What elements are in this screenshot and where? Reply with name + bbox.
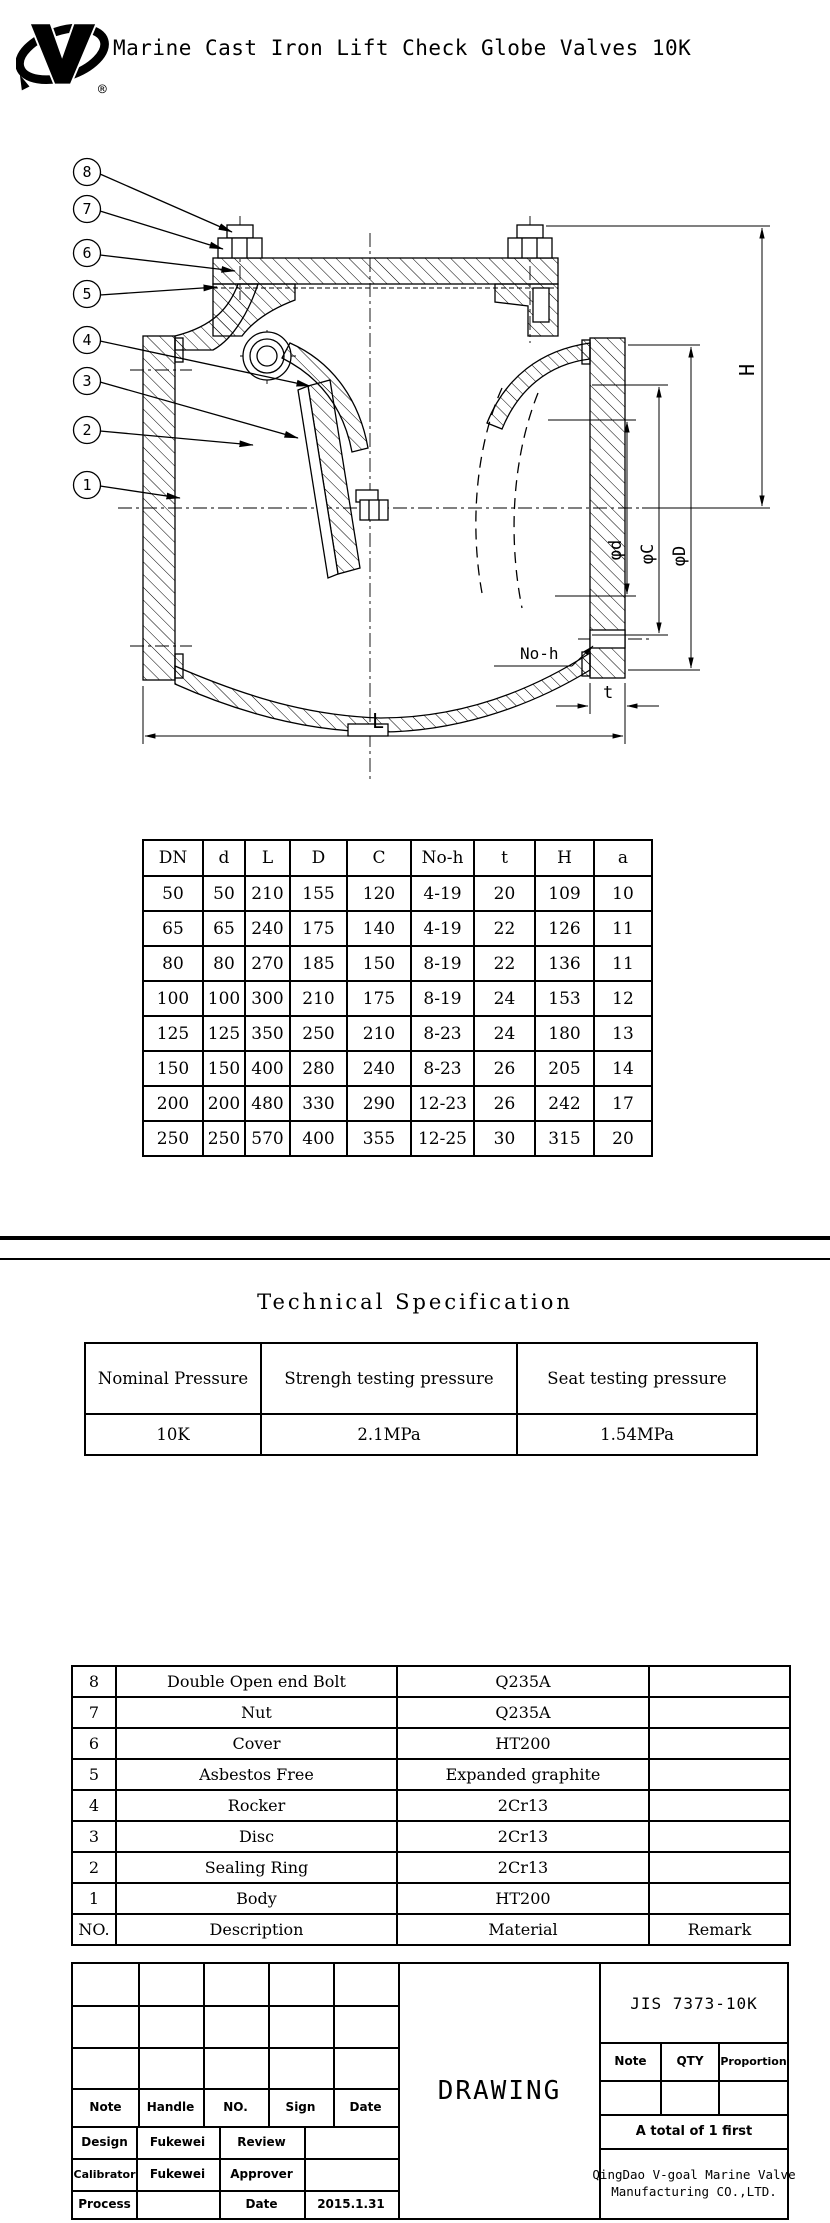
- table-cell: 155: [290, 876, 347, 911]
- table-row: [72, 1697, 790, 1728]
- table-cell: 8-23: [411, 1016, 474, 1051]
- table-cell: Remark: [649, 1914, 790, 1945]
- table-row: [143, 1121, 652, 1156]
- table-cell: Q235A: [397, 1697, 649, 1728]
- spec-val-seat: 1.54MPa: [517, 1414, 757, 1455]
- table-cell: 4-19: [411, 911, 474, 946]
- review-label: Review: [237, 2135, 286, 2149]
- table-cell: 2: [72, 1852, 116, 1883]
- table-cell: 175: [290, 911, 347, 946]
- total-note: A total of 1 first: [635, 2123, 753, 2139]
- company-line-1: QingDao V-goal Marine Valve: [592, 2167, 796, 2182]
- table-cell: 210: [347, 1016, 411, 1051]
- table-cell: 242: [535, 1086, 594, 1121]
- table-cell: 80: [143, 946, 203, 981]
- table-cell: 100: [203, 981, 245, 1016]
- table-row: [72, 1914, 790, 1945]
- table-row: [72, 1759, 790, 1790]
- table-cell: Asbestos Free: [116, 1759, 397, 1790]
- table-cell: 50: [143, 876, 203, 911]
- table-cell: 153: [535, 981, 594, 1016]
- table-cell: 480: [245, 1086, 290, 1121]
- spec-table: [84, 1342, 758, 1456]
- table-cell: 8: [72, 1666, 116, 1697]
- table-cell: 80: [203, 946, 245, 981]
- dim-label-phi-d: φd: [606, 539, 626, 561]
- process-label: Process: [78, 2197, 131, 2211]
- table-cell: 11: [594, 946, 652, 981]
- table-cell: 6: [72, 1728, 116, 1759]
- table-cell: 20: [474, 876, 535, 911]
- table-cell: HT200: [397, 1728, 649, 1759]
- dimension-table: [142, 839, 653, 1157]
- table-cell: 65: [203, 911, 245, 946]
- divider: [73, 2047, 398, 2049]
- table-cell: Material: [397, 1914, 649, 1945]
- table-cell: 125: [203, 1016, 245, 1051]
- table-cell: 2Cr13: [397, 1821, 649, 1852]
- valve-body: [118, 216, 650, 783]
- table-cell: 150: [143, 1051, 203, 1086]
- table-cell: 109: [535, 876, 594, 911]
- dim-label-L: L: [371, 709, 385, 733]
- table-cell: 13: [594, 1016, 652, 1051]
- col-d: d: [203, 840, 245, 876]
- rev-header-note: Note: [89, 2100, 122, 2114]
- table-cell: 136: [535, 946, 594, 981]
- table-cell: 4-19: [411, 876, 474, 911]
- col-c: C: [347, 840, 411, 876]
- table-cell: Sealing Ring: [116, 1852, 397, 1883]
- table-cell: [649, 1728, 790, 1759]
- table-row: [72, 1666, 790, 1697]
- table-cell: 200: [203, 1086, 245, 1121]
- table-cell: 330: [290, 1086, 347, 1121]
- callout-2: 2: [82, 421, 92, 439]
- callout-7: 7: [82, 200, 92, 218]
- table-cell: Q235A: [397, 1666, 649, 1697]
- table-cell: [649, 1821, 790, 1852]
- table-row: [143, 1051, 652, 1086]
- table-row: [72, 1790, 790, 1821]
- table-cell: [649, 1852, 790, 1883]
- qty-header-note: Note: [614, 2054, 647, 2068]
- callout-1: 1: [82, 476, 92, 494]
- table-cell: 200: [143, 1086, 203, 1121]
- design-name: Fukewei: [149, 2135, 206, 2149]
- table-cell: Rocker: [116, 1790, 397, 1821]
- table-cell: 210: [245, 876, 290, 911]
- calibrator-name: Fukewei: [149, 2167, 206, 2181]
- dim-label-phi-C: φC: [638, 543, 658, 565]
- drawing-label: DRAWING: [437, 2076, 562, 2106]
- date-value: 2015.1.31: [317, 2197, 385, 2211]
- table-cell: [649, 1666, 790, 1697]
- table-row: [143, 1016, 652, 1051]
- company-name: [592, 2148, 796, 2218]
- table-cell: 22: [474, 911, 535, 946]
- col-dn: DN: [143, 840, 203, 876]
- valve-cross-section-drawing: [50, 138, 785, 838]
- table-cell: 11: [594, 911, 652, 946]
- table-cell: 2Cr13: [397, 1852, 649, 1883]
- divider: [73, 2005, 398, 2007]
- table-cell: [649, 1790, 790, 1821]
- table-cell: 140: [347, 911, 411, 946]
- table-cell: [649, 1759, 790, 1790]
- divider: [599, 2080, 787, 2082]
- table-cell: 300: [245, 981, 290, 1016]
- col-t: t: [474, 840, 535, 876]
- table-cell: 400: [290, 1121, 347, 1156]
- process-name: [136, 2190, 219, 2218]
- parts-table: [71, 1665, 791, 1946]
- section-divider-thick: [0, 1236, 830, 1240]
- title-block: [71, 1962, 796, 2220]
- table-cell: 210: [290, 981, 347, 1016]
- spec-value-row: [85, 1414, 757, 1455]
- rev-header-handle: Handle: [146, 2100, 195, 2114]
- table-cell: 126: [535, 911, 594, 946]
- table-row: [72, 1883, 790, 1914]
- rev-header-no: NO.: [223, 2100, 248, 2114]
- callout-balloons: [74, 159, 311, 499]
- table-cell: 22: [474, 946, 535, 981]
- table-cell: 8-19: [411, 946, 474, 981]
- table-cell: 400: [245, 1051, 290, 1086]
- table-cell: 240: [245, 911, 290, 946]
- dim-label-H: H: [735, 363, 759, 377]
- table-cell: 315: [535, 1121, 594, 1156]
- section-divider-thin: [0, 1258, 830, 1260]
- table-cell: 24: [474, 1016, 535, 1051]
- table-cell: 50: [203, 876, 245, 911]
- date-label: Date: [245, 2197, 278, 2211]
- table-cell: 350: [245, 1016, 290, 1051]
- rev-header-sign: Sign: [285, 2100, 316, 2114]
- qty-header-qty: QTY: [676, 2054, 704, 2068]
- table-cell: 185: [290, 946, 347, 981]
- table-cell: Expanded graphite: [397, 1759, 649, 1790]
- table-row: [72, 1728, 790, 1759]
- table-cell: NO.: [72, 1914, 116, 1945]
- table-cell: 20: [594, 1121, 652, 1156]
- design-label: Design: [81, 2135, 128, 2149]
- table-row: [143, 946, 652, 981]
- table-cell: 270: [245, 946, 290, 981]
- table-row: [143, 1086, 652, 1121]
- table-cell: 290: [347, 1086, 411, 1121]
- table-cell: 10: [594, 876, 652, 911]
- table-cell: 4: [72, 1790, 116, 1821]
- page-title: Marine Cast Iron Lift Check Globe Valves 10K: [113, 36, 692, 60]
- calibrator-label: Calibrator: [73, 2167, 136, 2181]
- table-cell: Cover: [116, 1728, 397, 1759]
- table-cell: 17: [594, 1086, 652, 1121]
- dimension-table-header: [143, 840, 652, 876]
- callout-8: 8: [82, 163, 92, 181]
- table-cell: 14: [594, 1051, 652, 1086]
- table-cell: 1: [72, 1883, 116, 1914]
- table-cell: 240: [347, 1051, 411, 1086]
- table-cell: 175: [347, 981, 411, 1016]
- table-cell: 7: [72, 1697, 116, 1728]
- spec-val-strength: 2.1MPa: [261, 1414, 517, 1455]
- table-cell: 30: [474, 1121, 535, 1156]
- dim-label-no-h: No-h: [520, 644, 559, 663]
- callout-4: 4: [82, 331, 92, 349]
- col-D: D: [290, 840, 347, 876]
- table-cell: 8-19: [411, 981, 474, 1016]
- approver-name: [304, 2158, 398, 2190]
- table-cell: 150: [203, 1051, 245, 1086]
- col-h: H: [535, 840, 594, 876]
- table-row: [143, 911, 652, 946]
- col-no-h: No-h: [411, 840, 474, 876]
- table-cell: 26: [474, 1086, 535, 1121]
- callout-6: 6: [82, 244, 92, 262]
- spec-col-nominal: Nominal Pressure: [85, 1343, 261, 1414]
- table-cell: 65: [143, 911, 203, 946]
- table-cell: 250: [203, 1121, 245, 1156]
- table-cell: Nut: [116, 1697, 397, 1728]
- table-cell: 280: [290, 1051, 347, 1086]
- table-cell: [649, 1883, 790, 1914]
- table-cell: Disc: [116, 1821, 397, 1852]
- dim-label-phi-D: φD: [670, 545, 690, 567]
- table-cell: 24: [474, 981, 535, 1016]
- spec-col-seat: Seat testing pressure: [517, 1343, 757, 1414]
- table-cell: 355: [347, 1121, 411, 1156]
- dim-label-t: t: [603, 683, 614, 703]
- table-cell: 2Cr13: [397, 1790, 649, 1821]
- table-cell: HT200: [397, 1883, 649, 1914]
- spec-header-row: [85, 1343, 757, 1414]
- registered-mark: ®: [98, 82, 107, 98]
- table-cell: 180: [535, 1016, 594, 1051]
- table-cell: Body: [116, 1883, 397, 1914]
- table-cell: [649, 1697, 790, 1728]
- table-row: [72, 1852, 790, 1883]
- review-name: [304, 2126, 398, 2158]
- rev-header-date: Date: [349, 2100, 382, 2114]
- table-cell: Double Open end Bolt: [116, 1666, 397, 1697]
- table-cell: 12-23: [411, 1086, 474, 1121]
- standard-number: JIS 7373-10K: [630, 1993, 758, 2013]
- table-row: [72, 1821, 790, 1852]
- table-cell: 12: [594, 981, 652, 1016]
- spec-val-nominal: 10K: [85, 1414, 261, 1455]
- vgoal-logo-icon: [16, 6, 112, 98]
- col-l: L: [245, 840, 290, 876]
- callout-5: 5: [82, 285, 92, 303]
- spec-col-strength: Strengh testing pressure: [261, 1343, 517, 1414]
- table-cell: 26: [474, 1051, 535, 1086]
- table-cell: 150: [347, 946, 411, 981]
- table-row: [143, 876, 652, 911]
- table-cell: 120: [347, 876, 411, 911]
- table-cell: 100: [143, 981, 203, 1016]
- table-cell: 125: [143, 1016, 203, 1051]
- spec-title: Technical Specification: [257, 1290, 573, 1314]
- company-line-2: Manufacturing CO.,LTD.: [611, 2184, 777, 2199]
- table-cell: 3: [72, 1821, 116, 1852]
- table-cell: Description: [116, 1914, 397, 1945]
- col-a: a: [594, 840, 652, 876]
- table-cell: 8-23: [411, 1051, 474, 1086]
- approver-label: Approver: [230, 2167, 293, 2181]
- table-row: [143, 981, 652, 1016]
- callout-3: 3: [82, 372, 92, 390]
- table-cell: 205: [535, 1051, 594, 1086]
- table-cell: 250: [143, 1121, 203, 1156]
- table-cell: 570: [245, 1121, 290, 1156]
- table-cell: 250: [290, 1016, 347, 1051]
- table-cell: 12-25: [411, 1121, 474, 1156]
- qty-header-proportion: Proportion: [720, 2054, 787, 2068]
- table-cell: 5: [72, 1759, 116, 1790]
